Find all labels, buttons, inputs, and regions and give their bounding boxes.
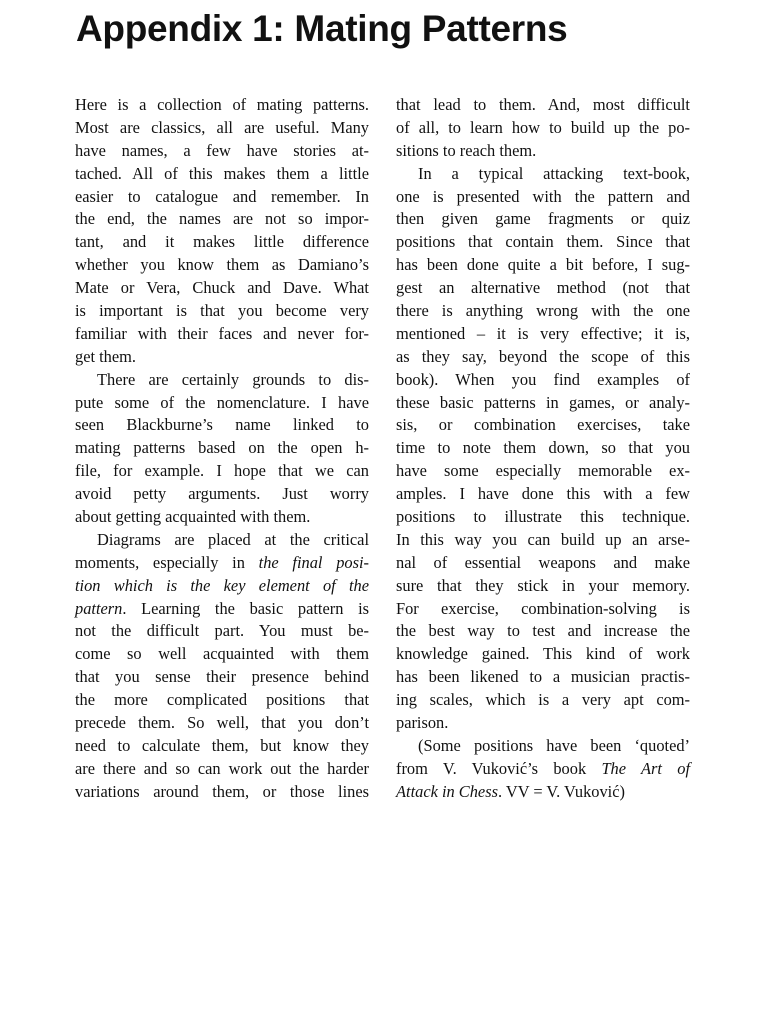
text-line: book). When you find examples of xyxy=(396,369,690,389)
text-line: time to note them down, so that you xyxy=(396,438,690,458)
text-line: In a typical attacking text-book, xyxy=(418,163,690,183)
text-line: amples. I have done this with a few xyxy=(396,484,690,504)
text-line: as they say, beyond the scope of this xyxy=(396,346,690,366)
text-line: variations around them, or those lines xyxy=(75,781,369,801)
text-line: avoid petty arguments. Just worry xyxy=(75,484,369,504)
text-line: is important is that you become very xyxy=(75,301,369,321)
text-line: has been done quite a bit before, I sug- xyxy=(396,255,690,275)
text-line: come so well acquainted with them xyxy=(75,644,369,664)
text-line: easier to catalogue and remember. In xyxy=(75,186,369,206)
italic-text-run: The Art of xyxy=(601,758,691,778)
text-line: not the difficult part. You must be- xyxy=(75,621,369,641)
text-line: seen Blackburne’s name linked to xyxy=(75,415,369,435)
text-line xyxy=(396,758,690,781)
text-line: need to calculate them, but know they xyxy=(75,735,369,755)
text-run: moments, especially in xyxy=(75,552,259,572)
text-line: pute some of the nomenclature. I have xyxy=(75,392,369,412)
text-line: then given game fragments or quiz xyxy=(396,209,690,229)
text-line: one is presented with the pattern and xyxy=(396,186,690,206)
text-line: gest an alternative method (not that xyxy=(396,278,690,298)
text-line xyxy=(75,575,369,598)
text-line: have some especially memorable ex- xyxy=(396,461,690,481)
text-line: whether you know them as Damiano’s xyxy=(75,255,369,275)
text-line: There are certainly grounds to dis- xyxy=(97,369,369,389)
text-line: (Some positions have been ‘quoted’ xyxy=(418,735,690,755)
right-text-column xyxy=(396,94,690,804)
text-line: sure that they stick in your memory. xyxy=(396,575,690,595)
text-line: Here is a collection of mating patterns. xyxy=(75,95,369,114)
italic-text-run: the final posi- xyxy=(258,552,369,572)
page-title: Appendix 1: Mating Patterns xyxy=(76,8,568,49)
text-line: nal of essential weapons and make xyxy=(396,552,690,572)
text-line: these basic patterns in games, or analy- xyxy=(396,392,690,412)
italic-text-run: tion which is the key element of the xyxy=(75,575,369,595)
text-line: are there and so can work out the harder xyxy=(75,758,369,778)
text-line: the more complicated positions that xyxy=(75,690,369,710)
text-line: positions that contain them. Since that xyxy=(396,232,690,252)
text-line: mating patterns based on the open h- xyxy=(75,438,369,458)
text-line: file, for example. I hope that we can xyxy=(75,461,369,481)
text-line: tant, and it makes little difference xyxy=(75,232,369,252)
text-line: For exercise, combination-solving is xyxy=(396,598,690,618)
text-line xyxy=(75,598,369,621)
text-line: precede them. So well, that you don’t xyxy=(75,713,369,733)
text-run: from V. Vuković’s book xyxy=(396,758,602,778)
text-line: get them. xyxy=(75,346,136,366)
text-line: of all, to learn how to build up the po- xyxy=(396,117,690,137)
text-line: Most are classics, all are useful. Many xyxy=(75,117,369,137)
text-line: that lead to them. And, most difficult xyxy=(396,95,690,114)
text-line: there is anything wrong with the one xyxy=(396,301,690,321)
text-line: sis, or combination exercises, take xyxy=(396,415,690,435)
text-line: positions to illustrate this technique. xyxy=(396,507,690,527)
text-line: familiar with their faces and never for- xyxy=(75,323,369,343)
text-run: . VV = V. Vuković) xyxy=(497,781,625,801)
text-line: ing scales, which is a very apt com- xyxy=(396,690,690,710)
left-text-column xyxy=(75,94,369,804)
text-line: that you sense their presence behind xyxy=(75,667,369,687)
text-line: tached. All of this makes them a little xyxy=(75,163,369,183)
text-line: the end, the names are not so impor- xyxy=(75,209,369,229)
text-line: sitions to reach them. xyxy=(396,140,537,160)
text-line: have names, a few have stories at- xyxy=(75,140,369,160)
italic-text-run: pattern xyxy=(75,598,123,618)
text-line: Diagrams are placed at the critical xyxy=(97,529,369,549)
text-line xyxy=(75,552,369,575)
text-line: about getting acquainted with them. xyxy=(75,507,311,527)
text-line xyxy=(396,781,690,804)
text-line: knowledge gained. This kind of work xyxy=(396,644,690,664)
text-line: mentioned – it is very effective; it is, xyxy=(396,323,690,343)
text-line: In this way you can build up an arse- xyxy=(396,529,690,549)
text-line: parison. xyxy=(396,713,449,733)
text-line: has been likened to a musician practis- xyxy=(396,667,690,687)
text-line: Mate or Vera, Chuck and Dave. What xyxy=(75,278,369,298)
text-run: . Learning the basic pattern is xyxy=(122,598,369,618)
italic-text-run: Attack in Chess xyxy=(396,781,498,801)
text-line: the best way to test and increase the xyxy=(396,621,690,641)
